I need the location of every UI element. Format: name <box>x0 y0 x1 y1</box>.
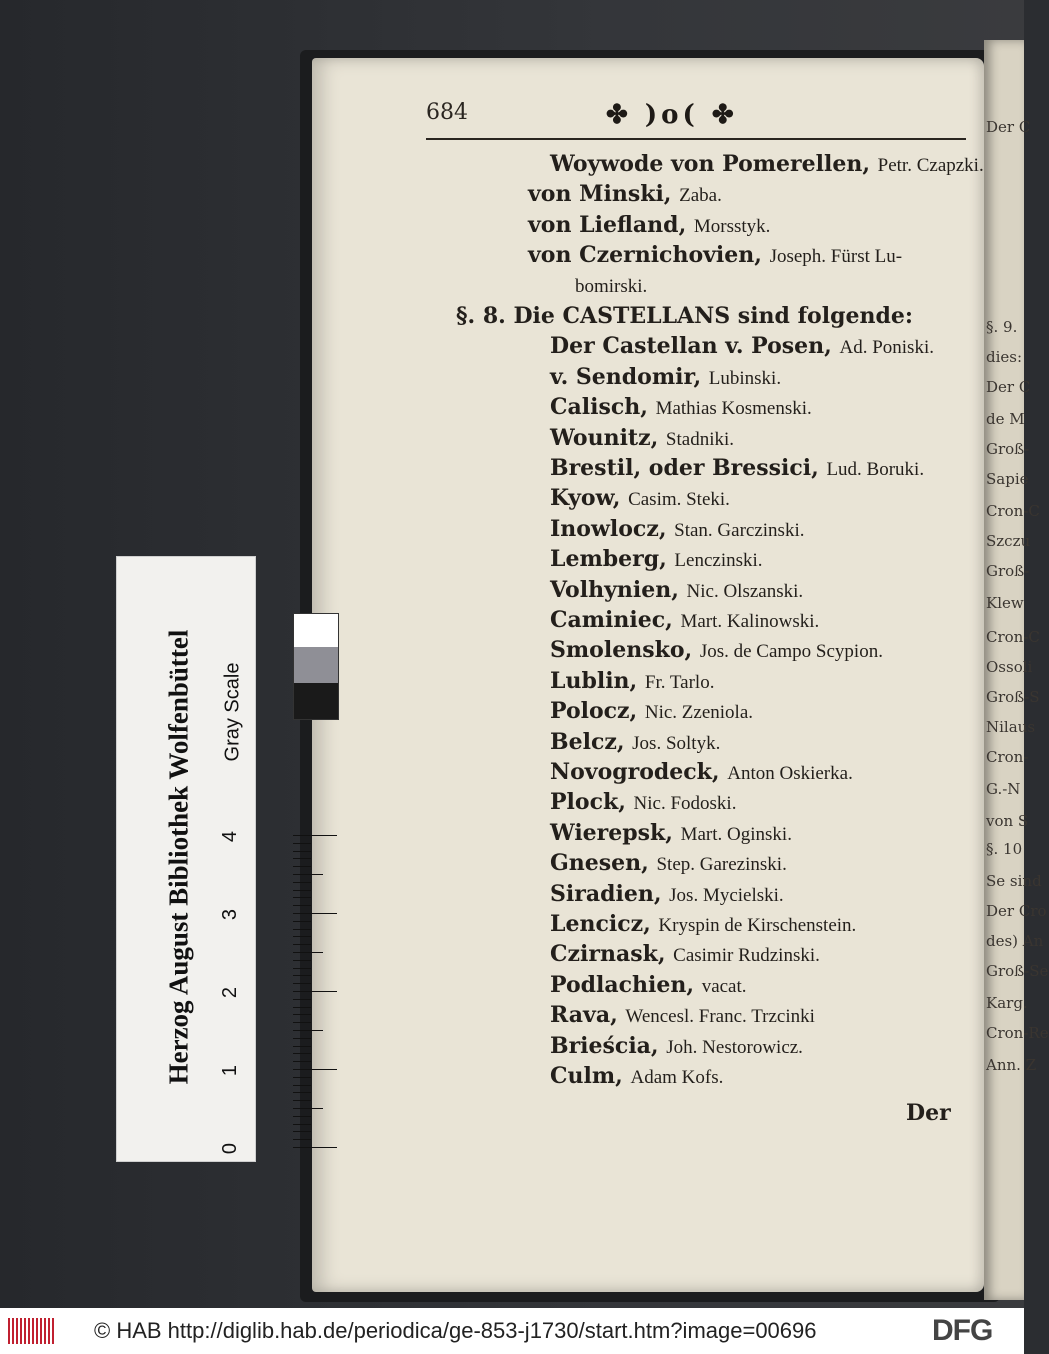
next-page-fragment: Groß-Se <box>986 962 1049 980</box>
line-heading-text: Wierepsk, <box>550 819 681 846</box>
catchword: Der <box>906 1100 951 1126</box>
line-name-text: Casimir Rudzinski. <box>673 945 820 967</box>
ruler-tick <box>293 1124 311 1125</box>
ruler-number: 3 <box>219 908 242 921</box>
ruler-tick <box>293 991 337 992</box>
text-line <box>550 667 714 697</box>
text-line <box>550 363 781 393</box>
text-line <box>550 454 924 484</box>
line-heading-text: Plock, <box>550 789 634 816</box>
next-page-fragment: Ann. Z <box>986 1056 1037 1074</box>
ruler-tick <box>293 1116 311 1117</box>
text-line <box>550 393 812 423</box>
next-page-fragment: Cron-Re <box>986 1024 1049 1042</box>
footer-bar <box>0 1308 1024 1354</box>
line-heading-text: Lublin, <box>550 667 645 694</box>
ruler-tick <box>293 913 337 914</box>
next-page-fragment: Groß- <box>986 440 1030 458</box>
line-name-text: Step. Garezinski. <box>656 854 787 876</box>
line-heading-text: Novogrodeck, <box>550 759 728 785</box>
line-name-text: Jos. de Campo Scypion. <box>699 641 883 663</box>
line-heading-text: Culm, <box>550 1063 631 1089</box>
ruler-ticks <box>293 827 337 1147</box>
text-line <box>550 1001 815 1031</box>
line-name-text: Casim. Steki. <box>628 489 730 511</box>
text-line <box>550 576 803 606</box>
line-name-text: Joh. Nestorowicz. <box>666 1036 803 1058</box>
line-name-text: Nic. Zzeniola. <box>644 702 754 724</box>
line-name-text: Lenczinski. <box>674 550 763 572</box>
ruler-number: 0 <box>219 1142 242 1155</box>
ruler-tick <box>293 1038 311 1039</box>
line-heading-text: §. 8. Die CASTELLANS sind folgende: <box>456 303 913 329</box>
line-name-text: vacat. <box>701 975 747 997</box>
ruler-tick <box>293 1069 337 1070</box>
ruler-tick <box>293 1092 311 1093</box>
next-page-fragment: §. 10 <box>986 840 1023 858</box>
next-page-fragment: Groß- <box>986 562 1030 580</box>
ruler-tick <box>293 936 311 937</box>
ruler-tick <box>293 929 311 930</box>
ruler-tick <box>293 1108 323 1109</box>
line-heading-text: Calisch, <box>550 394 656 421</box>
line-heading-text: Gnesen, <box>550 850 657 877</box>
gray-swatch-mid <box>293 647 339 684</box>
text-line <box>456 302 913 331</box>
ruler-tick <box>293 835 337 836</box>
header-ornament: ✤ )o( ✤ <box>606 100 738 130</box>
next-page-fragment: Cron-C <box>986 628 1040 646</box>
ruler-tick <box>293 921 311 922</box>
line-heading-text: von Czernichovien, <box>528 242 770 269</box>
line-name-text: Ad. Poniski. <box>839 337 934 359</box>
text-line <box>550 788 736 818</box>
next-page-fragment: Groß-S <box>986 688 1040 706</box>
text-line <box>550 728 720 758</box>
page-number: 684 <box>426 100 468 125</box>
text-line <box>528 241 902 271</box>
line-name-text: Stan. Garczinski. <box>674 519 805 541</box>
next-page-fragment: de M <box>986 410 1025 428</box>
text-line <box>550 515 804 545</box>
text-line <box>550 697 753 727</box>
text-line <box>550 910 856 940</box>
line-heading-text: Brestil, oder Bressici, <box>550 455 827 481</box>
line-heading-text: Czirnask, <box>550 941 674 968</box>
ruler-tick <box>293 952 323 953</box>
ruler-tick <box>293 874 323 875</box>
ruler-tick <box>293 1061 311 1062</box>
ruler-institution-label: Herzog August Bibliothek Wolfenbüttel <box>163 629 194 1085</box>
gray-scale-label: Gray Scale <box>221 662 244 762</box>
next-page-fragment: G.-N <box>986 780 1021 798</box>
ruler-tick <box>293 882 311 883</box>
ruler-tick <box>293 1139 311 1140</box>
line-name-text: Mart. Oginski. <box>680 823 792 845</box>
ruler-tick <box>293 897 311 898</box>
ruler-tick <box>293 1030 323 1031</box>
line-name-text: Zaba. <box>679 185 722 207</box>
text-line <box>550 606 819 636</box>
ruler-tick <box>293 1100 311 1101</box>
ruler-tick <box>293 1007 311 1008</box>
text-line <box>550 545 763 575</box>
line-heading-text: Volhynien, <box>550 576 687 603</box>
line-name-text: Lubinski. <box>708 367 782 389</box>
text-line <box>550 484 730 514</box>
text-line <box>550 880 784 910</box>
text-line <box>550 758 853 788</box>
line-heading-text: Woywode von Pomerellen, <box>550 151 878 177</box>
next-page-fragment: dies: <box>986 348 1023 366</box>
ruler-tick <box>293 1022 311 1023</box>
ruler-tick <box>293 1014 311 1015</box>
line-heading-text: Caminiec, <box>550 607 681 633</box>
line-name-text: Mathias Kosmenski. <box>655 398 812 420</box>
text-line <box>550 849 787 879</box>
scale-ruler <box>116 556 256 1162</box>
next-page-fragment: Cron-C <box>986 502 1040 520</box>
ruler-tick <box>293 944 311 945</box>
ruler-number: 4 <box>219 830 242 843</box>
page-header <box>426 100 966 146</box>
ruler-tick <box>293 975 311 976</box>
line-name-text: Joseph. Fürst Lu- <box>769 246 903 268</box>
line-name-text: Anton Oskierka. <box>727 763 853 784</box>
ruler-tick <box>293 1147 337 1148</box>
line-name-text: Wencesl. Franc. Trzcinki <box>625 1006 815 1028</box>
line-name-text: Adam Kofs. <box>630 1067 724 1088</box>
gray-swatch-white <box>293 613 339 649</box>
text-line <box>550 1062 723 1092</box>
line-name-text: Jos. Mycielski. <box>669 884 784 906</box>
next-page-fragment: Szczu <box>986 532 1031 550</box>
line-heading-text: Kyow, <box>550 485 629 512</box>
next-page-fragment: Der Cro <box>986 902 1047 920</box>
text-line <box>550 1032 803 1062</box>
line-name-text: Mart. Kalinowski. <box>680 611 820 632</box>
next-page-fragment: Karg. <box>986 994 1028 1012</box>
line-heading-text: v. Sendomir, <box>550 363 709 390</box>
hab-logo-icon <box>8 1318 56 1344</box>
ruler-tick <box>293 960 311 961</box>
ruler-tick <box>293 866 311 867</box>
text-line <box>550 636 883 666</box>
next-page-fragment: Nilaus <box>986 718 1036 736</box>
line-name-text: Fr. Tarlo. <box>644 671 715 693</box>
next-page-fragment: Sapie <box>986 470 1029 488</box>
line-heading-text: Smolensko, <box>550 637 700 664</box>
line-heading-text: Inowlocz, <box>550 515 675 542</box>
gray-swatch-black <box>293 683 339 720</box>
next-page-fragment: Ossoli <box>986 658 1033 676</box>
next-page-fragment: Der C <box>986 118 1031 136</box>
ruler-tick <box>293 968 311 969</box>
text-line <box>550 424 734 454</box>
next-page-fragment: §. 9. <box>986 318 1018 336</box>
ruler-number: 2 <box>219 986 242 999</box>
ruler-tick <box>293 1053 311 1054</box>
ruler-tick <box>293 905 311 906</box>
text-line <box>550 150 984 180</box>
line-heading-text: Lencicz, <box>550 911 659 937</box>
ruler-tick <box>293 1085 311 1086</box>
next-page-fragment: von S <box>986 812 1029 830</box>
text-line <box>550 971 747 1001</box>
line-heading-text: Wounitz, <box>550 424 666 451</box>
ruler-tick <box>293 1131 311 1132</box>
line-heading-text: von Minski, <box>528 181 680 208</box>
line-heading-text: Lemberg, <box>550 546 675 573</box>
ruler-tick <box>293 858 311 859</box>
ruler-tick <box>293 1077 311 1078</box>
ruler-tick <box>293 983 311 984</box>
line-heading-text: Podlachien, <box>550 971 702 998</box>
line-name-text: Nic. Olszanski. <box>686 580 804 602</box>
next-page-fragment: Klew <box>986 594 1024 612</box>
line-name-text: Kryspin de Kirschenstein. <box>658 915 857 936</box>
line-heading-text: Belcz, <box>550 728 633 755</box>
text-line <box>528 180 722 210</box>
ruler-number: 1 <box>219 1064 242 1077</box>
line-heading-text: Polocz, <box>550 698 645 725</box>
line-heading-text: Rava, <box>550 1002 626 1029</box>
line-name-text: Stadniki. <box>665 428 735 450</box>
line-heading-text: Der Castellan v. Posen, <box>550 333 840 360</box>
next-page-fragment: des) An <box>986 932 1044 950</box>
line-heading-text: Brieścia, <box>550 1032 667 1059</box>
text-line <box>550 819 792 849</box>
next-page-fragment: Cron- <box>986 748 1029 766</box>
ruler-tick <box>293 999 311 1000</box>
line-heading-text: Siradien, <box>550 880 670 907</box>
text-line <box>575 272 647 301</box>
line-name-text: bomirski. <box>575 275 648 297</box>
ruler-tick <box>293 1046 311 1047</box>
ruler-tick <box>293 851 311 852</box>
ruler-tick <box>293 843 311 844</box>
line-name-text: Lud. Boruki. <box>826 459 925 480</box>
text-line <box>550 332 934 362</box>
footer-copyright-link[interactable]: © HAB http://diglib.hab.de/periodica/ge-853-j1730/start.htm?image=00696 <box>94 1318 817 1343</box>
line-name-text: Nic. Fodoski. <box>633 793 737 815</box>
next-page-fragment: Se sind <box>986 872 1042 890</box>
dfg-logo: DFG <box>932 1314 993 1347</box>
line-heading-text: von Liefland, <box>528 211 694 238</box>
ruler-tick <box>293 890 311 891</box>
text-line <box>528 211 770 241</box>
line-name-text: Jos. Soltyk. <box>632 732 721 754</box>
text-line <box>550 940 820 970</box>
next-page-fragment: Der C <box>986 378 1031 396</box>
header-rule <box>426 138 966 140</box>
line-name-text: Morsstyk. <box>693 215 771 237</box>
line-name-text: Petr. Czapzki. <box>877 155 984 176</box>
